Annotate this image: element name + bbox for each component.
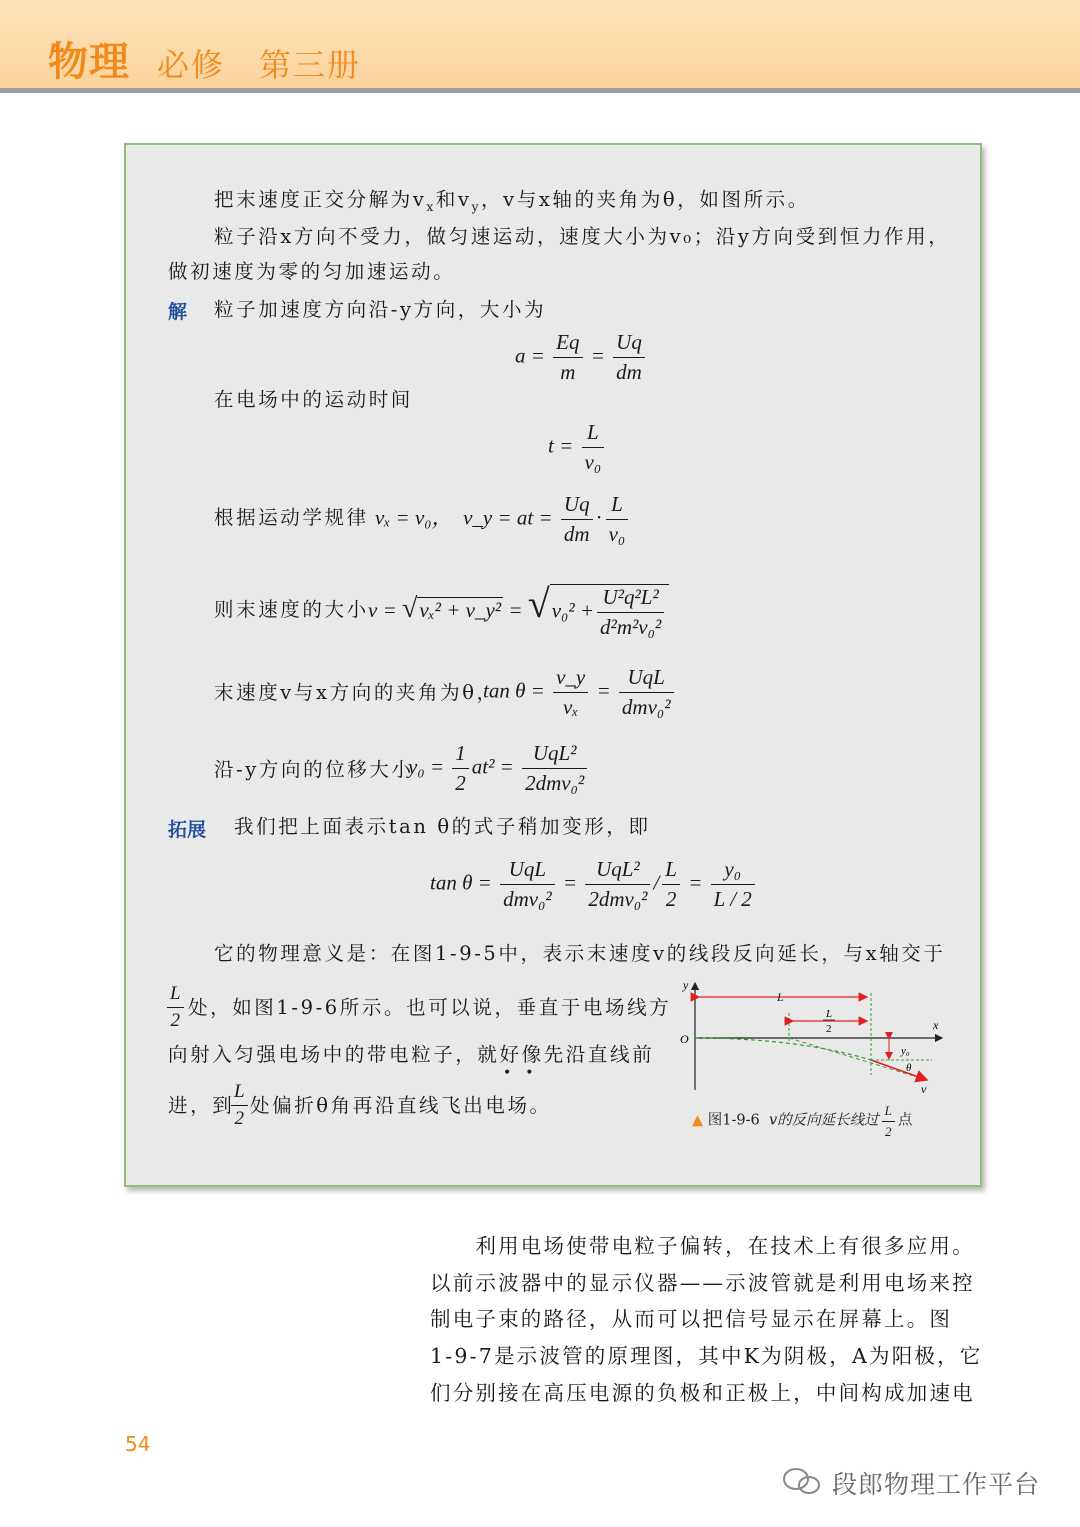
- paragraph-displacement: 沿-y方向的位移大小: [214, 758, 414, 781]
- paragraph-decompose: 把末速度正交分解为$v_x$和$v_y$，v与x轴的夹角为θ，如图所示。: [214, 188, 810, 214]
- equation-time: t = $\frac{L}{\text{v₀}}$: [548, 420, 607, 475]
- v-label: v: [921, 1082, 927, 1096]
- equation-tan: tan θ = $\frac{v\_y}{\text{vₓ}}$ = $\frac{\text{UqL}}{\text{dmv₀²}}$: [483, 665, 677, 720]
- paragraph-extension: 我们把上面表示tan θ的式子稍加变形，即: [234, 815, 651, 838]
- body-line-4: 1-9-7是示波管的原理图，其中K为阴极，A为阳极，它: [430, 1344, 983, 1368]
- paragraph-meaning-cont: 处，如图1-9-6所示。也可以说，垂直于电场线方: [188, 996, 672, 1019]
- half-length-denominator: 2: [826, 1023, 832, 1035]
- book-subtitle: 必修 第三册: [157, 46, 362, 84]
- paragraph-time: 在电场中的运动时间: [214, 388, 413, 411]
- fraction-l-over-2-b: $\frac{L}{2}$: [228, 1081, 251, 1130]
- theta-label: θ: [906, 1062, 912, 1074]
- body-line-2: 以前示波器中的显示仪器——示波管就是利用电场来控: [430, 1271, 975, 1295]
- paragraph-motion-cont: 做初速度为零的匀加速运动。: [168, 260, 456, 283]
- trajectory-curve: [695, 1038, 871, 1060]
- velocity-vector: [871, 1060, 927, 1080]
- book-title: 物理: [48, 39, 130, 85]
- paragraph-meaning-cont2: 向射入匀强电场中的带电粒子，就好像先沿直线前: [168, 1043, 655, 1066]
- paragraph-magnitude: 则末速度的大小: [214, 598, 369, 621]
- figure-caption: ▲ 图1-9-6 v的反向延长线过 $\frac{L}{2}$ 点: [692, 1103, 913, 1139]
- equation-extension: tan θ = $\frac{\text{UqL}}{\text{dmv₀²}}$ = $\frac{\text{UqL²}}{\text{2dmv₀²}}$ / $\frac{L}{2}$ = $\frac{\text{y₀}}{L / 2}$: [430, 857, 758, 912]
- body-line-5: 们分别接在高压电源的负极和正极上，中间构成加速电: [430, 1381, 975, 1405]
- equation-velocity-components: vₓ = v₀， v_y = at = $\frac{Uq}{dm}$ · $\frac{L}{\text{v₀}}$: [375, 492, 631, 547]
- y0-label: y₀: [901, 1045, 910, 1057]
- y-label: y: [683, 978, 689, 992]
- paragraph-kinematics: 根据运动学规律: [214, 506, 369, 529]
- wechat-icon: [782, 1466, 822, 1496]
- page-number: 54: [125, 1432, 151, 1456]
- equation-acceleration: a = $\frac{Eq}{m}$ = $\frac{Uq}{dm}$: [515, 330, 648, 385]
- body-line-3: 制电子束的路径，从而可以把信号显示在屏幕上。图: [430, 1307, 953, 1331]
- emphasis-dots: ••: [503, 1065, 548, 1081]
- page-header: [0, 0, 1080, 93]
- half-length-numerator: L: [826, 1008, 833, 1020]
- paragraph-acceleration: 粒子加速度方向沿-y方向，大小为: [214, 298, 547, 321]
- origin-label: O: [680, 1032, 689, 1046]
- paragraph-motion: 粒子沿x方向不受力，做匀速运动，速度大小为v₀；沿y方向受到恒力作用，: [214, 225, 951, 248]
- paragraph-angle: 末速度v与x方向的夹角为θ，: [214, 681, 499, 704]
- length-l-label: L: [777, 990, 784, 1004]
- extension-tag: 拓展: [168, 819, 207, 841]
- paragraph-meaning: 它的物理意义是：在图1-9-5中，表示末速度v的线段反向延长，与x轴交于: [214, 942, 946, 965]
- caption-triangle-icon: ▲: [692, 1112, 704, 1129]
- solution-tag: 解: [168, 301, 188, 323]
- watermark-text: 段郎物理工作平台: [832, 1470, 1041, 1499]
- fraction-l-over-2: $\frac{L}{2}$: [164, 983, 187, 1032]
- body-line-1: 利用电场使带电粒子偏转，在技术上有很多应用。: [430, 1234, 975, 1258]
- equation-displacement: y₀ = $\frac{1}{2}$ at² = $\frac{\text{UqL²}}{\text{2dmv₀²}}$: [408, 741, 590, 796]
- equation-magnitude: v = √vₓ² + v_y² = √v₀² + $\frac{\text{U²q²L²}}{\text{d²m²v₀²}}$: [368, 580, 669, 640]
- x-label: x: [933, 1018, 939, 1032]
- paragraph-meaning-cont3-a: 进，到: [168, 1094, 235, 1117]
- paragraph-meaning-cont3-b: 处偏折θ角再沿直线飞出电场。: [250, 1094, 552, 1117]
